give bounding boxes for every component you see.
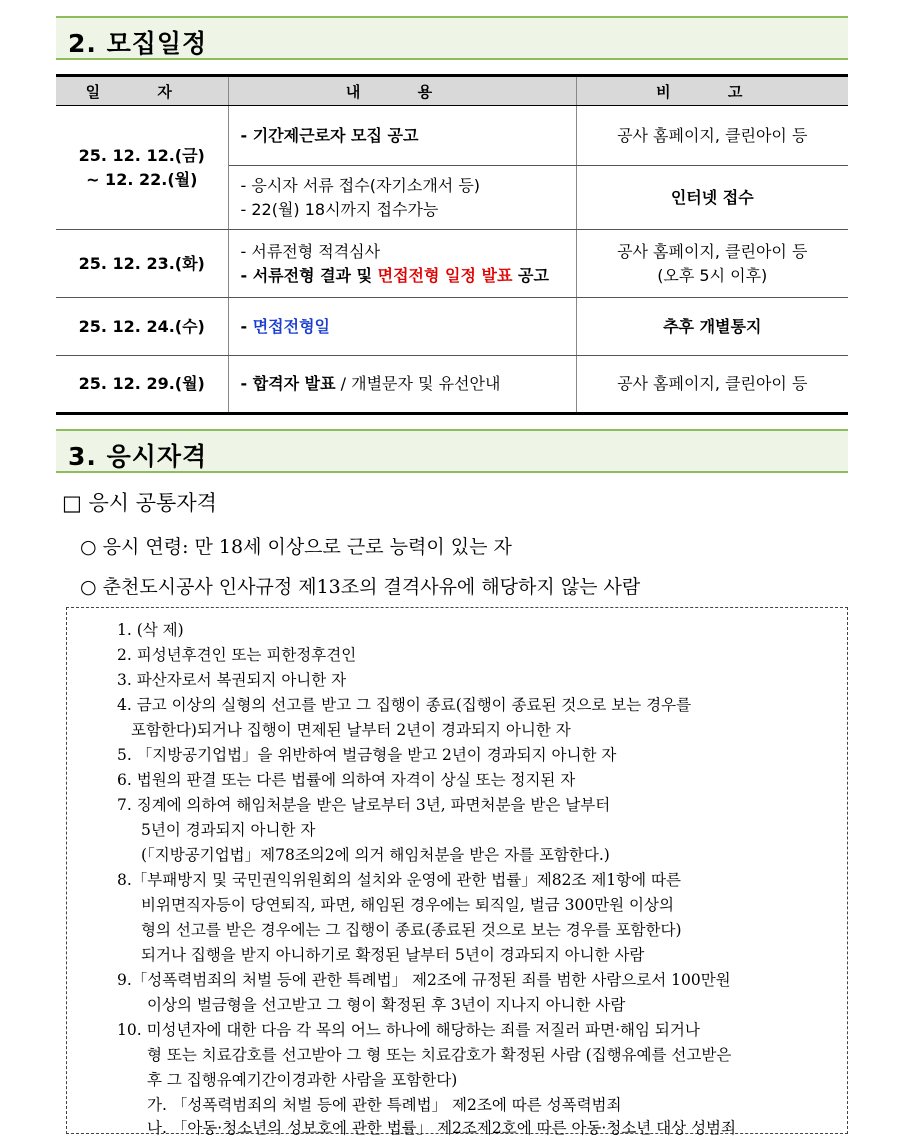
content-line: - 서류전형 적격심사 (240, 241, 381, 261)
row-date: 25. 12. 12.(금) ~ 12. 22.(월) (56, 106, 228, 230)
section-title: 3. 응시자격 (68, 442, 208, 471)
content-bold: 합격자 발표 (252, 374, 336, 393)
requirements-title: □ 응시 공통자격 (62, 491, 217, 515)
list-item: 6. 법원의 판결 또는 다른 법률에 의하여 자격이 상실 또는 정지된 자 (117, 771, 576, 789)
table-row (56, 230, 848, 298)
list-item: 되거나 집행을 받지 아니하기로 확정된 날부터 5년이 경과되지 아니한 사람 (141, 946, 645, 964)
note-line: (오후 5시 이후) (657, 265, 768, 285)
list-item: 가. 「성폭력범죄의 처벌 등에 관한 특례법」 제2조에 따른 성폭력범죄 (147, 1096, 622, 1114)
content-dash: - (240, 374, 253, 393)
content-highlight-red: 면접전형 일정 발표 (377, 265, 513, 285)
schedule-table (56, 74, 848, 415)
note-line: 공사 홈페이지, 클린아이 등 (617, 241, 808, 261)
content-line: - 응시자 서류 접수(자기소개서 등) (240, 175, 481, 195)
row-note: 공사 홈페이지, 클린아이 등 (576, 106, 848, 166)
content-highlight-blue: 면접전형일 (252, 316, 330, 336)
list-item: 후 그 집행유예기간이경과한 사람을 포함한다) (147, 1071, 458, 1089)
row-date: 25. 12. 29.(월) (56, 356, 228, 414)
content-line (241, 264, 576, 288)
row-date: 25. 12. 24.(수) (56, 298, 228, 356)
row-note: 인터넷 접수 (576, 166, 848, 230)
section-header-eligibility (56, 429, 848, 473)
content-rest: / 개별문자 및 유선안내 (335, 374, 501, 393)
row-note: 추후 개별통지 (576, 298, 848, 356)
row-content (228, 298, 576, 356)
list-item: 5년이 경과되지 아니한 자 (141, 821, 316, 839)
list-item: 이상의 벌금형을 선고받고 그 형이 확정된 후 3년이 지나지 아니한 사람 (147, 996, 626, 1014)
content-bold: - 서류전형 결과 및 (240, 265, 378, 285)
list-item: 5. 「지방공기업법」을 위반하여 벌금형을 받고 2년이 경과되지 아니한 자 (117, 746, 617, 764)
table-row (56, 106, 848, 166)
row-note (576, 230, 848, 298)
list-item: 3. 파산자로서 복권되지 아니한 자 (117, 671, 347, 689)
list-item: 1. (삭 제) (117, 621, 184, 639)
list-item: 10. 미성년자에 대한 다음 각 목의 어느 하나에 해당하는 죄를 저질러 파면·해임 되거나 (117, 1021, 700, 1039)
row-note: 공사 홈페이지, 클린아이 등 (576, 356, 848, 414)
requirement-item: ○ 춘천도시공사 인사규정 제13조의 결격사유에 해당하지 않는 사람 (80, 576, 641, 598)
content-line: - 22(월) 18시까지 접수가능 (240, 199, 439, 219)
content-bold: 공고 (512, 265, 549, 285)
list-item: 형 또는 치료감호를 선고받아 그 형 또는 치료감호가 확정된 사람 (집행유예를 선고받은 (147, 1046, 732, 1064)
list-item: 형의 선고를 받은 경우에는 그 집행이 종료(종료된 것으로 보는 경우를 포함한다) (141, 921, 682, 939)
table-header-row (56, 76, 848, 106)
list-item: 나. 「아동·청소년의 성보호에 관한 법률」 제2조제2호에 따른 아동·청소년 대상 성범죄 (147, 1119, 736, 1137)
row-date: 25. 12. 23.(화) (56, 230, 228, 298)
list-item: 9.「성폭력범죄의 처벌 등에 관한 특례법」 제2조에 규정된 죄를 범한 사람으로서 100만원 (117, 971, 731, 989)
header-content: 내 용 (228, 76, 576, 106)
row-content (228, 166, 576, 230)
list-item: 비위면직자등이 당연퇴직, 파면, 해임된 경우에는 퇴직일, 벌금 300만원 이상의 (141, 896, 674, 914)
requirement-item: ○ 응시 연령: 만 18세 이상으로 근로 능력이 있는 자 (80, 536, 512, 558)
section-header-schedule (56, 16, 848, 60)
table-row (56, 298, 848, 356)
header-date: 일 자 (56, 76, 228, 106)
row-content (228, 356, 576, 414)
header-note: 비 고 (576, 76, 848, 106)
list-item: 7. 징계에 의하여 해임처분을 받은 날로부터 3년, 파면처분을 받은 날부터 (117, 796, 611, 814)
section-title: 2. 모집일정 (68, 29, 208, 58)
list-item: 4. 금고 이상의 실형의 선고를 받고 그 집행이 종료(집행이 종료된 것으로 보는 경우를 (117, 696, 692, 714)
list-item: (「지방공기업법」제78조의2에 의거 해임처분을 받은 자를 포함한다.) (141, 846, 610, 864)
row-content (228, 230, 576, 298)
list-item: 8.「부패방지 및 국민권익위원회의 설치와 운영에 관한 법률」제82조 제1항에 따른 (117, 871, 681, 889)
disqualification-box (66, 607, 848, 1137)
content-dash: - (240, 316, 253, 336)
row-content: - 기간제근로자 모집 공고 (228, 106, 576, 166)
list-item: 2. 피성년후견인 또는 피한정후견인 (117, 646, 357, 664)
list-item: 포함한다)되거나 집행이 면제된 날부터 2년이 경과되지 아니한 자 (131, 721, 571, 739)
table-row (56, 356, 848, 414)
